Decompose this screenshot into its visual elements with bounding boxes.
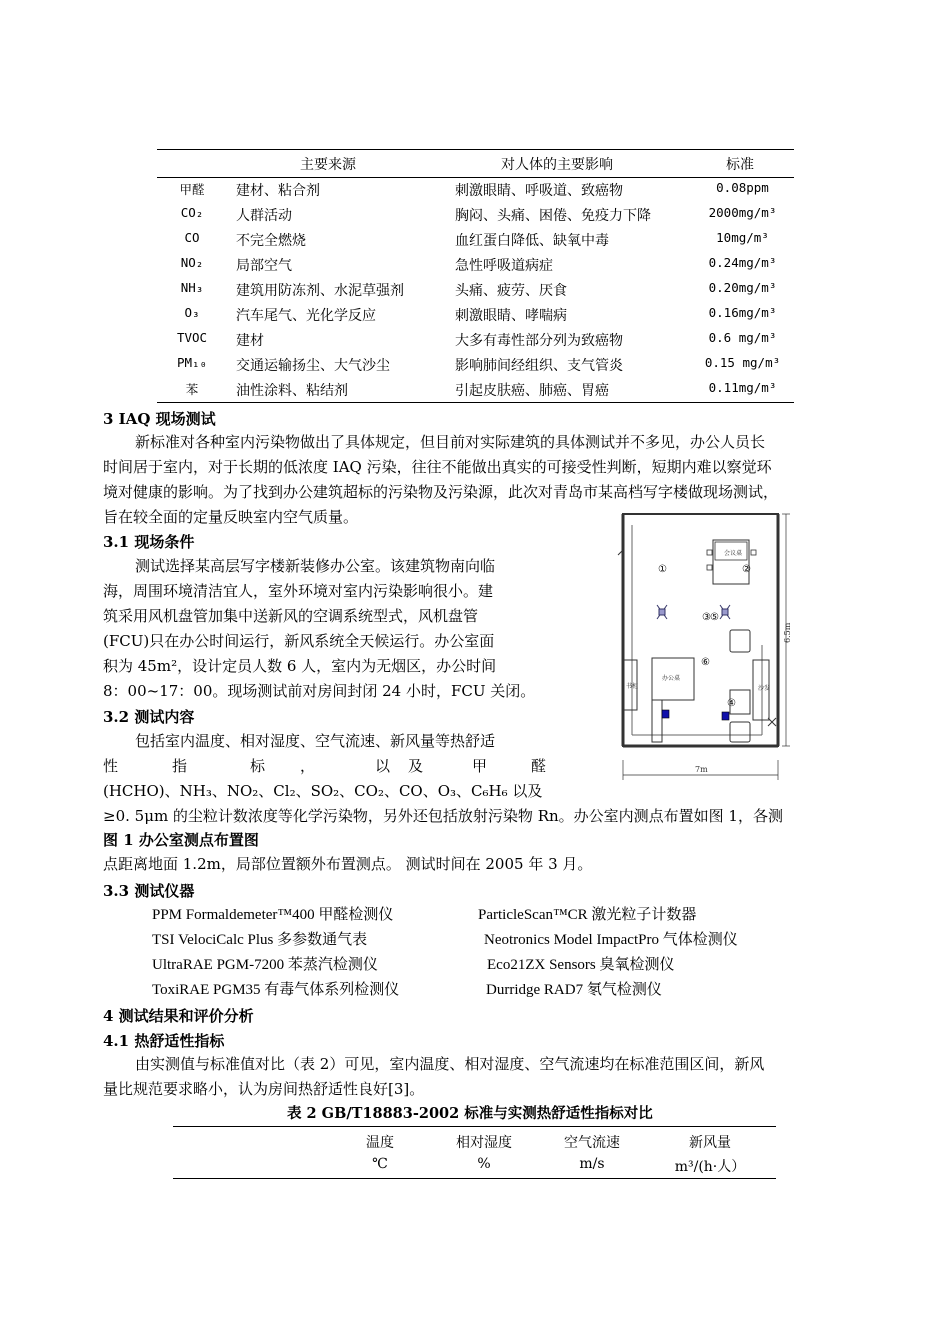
paragraph-line: 积为 45m²，设计定员人数 6 人，室内为无烟区，办公时间	[103, 657, 497, 675]
pollutant-source: 建筑用防冻剂、水泥草强剂	[236, 283, 404, 299]
paragraph-line: 包括室内温度、相对湿度、空气流速、新风量等热舒适	[135, 732, 496, 750]
table2-top-rule	[173, 1126, 776, 1127]
instrument-item: TSI VelociCalc Plus 多参数通气表	[152, 932, 368, 948]
pollutant-name: O₃	[184, 305, 200, 320]
figure-caption: 图 1 办公室测点布置图	[103, 831, 259, 849]
pollutant-name: PM₁₀	[176, 355, 208, 370]
paragraph-line: 新标准对各种室内污染物做出了具体规定，但目前对实际建筑的具体测试并不多见，办公人员长	[135, 433, 766, 451]
paragraph-line: 测试选择某高层写字楼新装修办公室。该建筑物南向临	[135, 557, 496, 575]
table2-unit-airspeed: m/s	[579, 1156, 605, 1172]
pollutant-effect: 急性呼吸道病症	[455, 258, 553, 274]
paragraph-line: 8：00~17：00。现场测试前对房间封闭 24 小时，FCU 关闭。	[103, 682, 536, 700]
office-floor-plan	[610, 510, 800, 785]
paragraph-line: 筑采用风机盘管加集中送新风的空调系统型式，风机盘管	[103, 607, 479, 625]
justified-char: 及	[408, 757, 424, 775]
measuring-point-1: ①	[658, 564, 667, 575]
pollutant-source: 油性涂料、粘结剂	[236, 383, 348, 399]
section-3-1-heading: 3.1 现场条件	[103, 533, 195, 551]
justified-char: 甲	[472, 757, 488, 775]
pollutant-standard: 0.16mg/m³	[708, 305, 777, 320]
pollutant-source: 汽车尾气、光化学反应	[236, 308, 376, 324]
section-3-3-heading: 3.3 测试仪器	[103, 882, 195, 900]
pollutant-name: 甲醛	[179, 182, 205, 197]
paragraph-line: (FCU)只在办公时间运行，新风系统全天候运行。办公室面	[103, 632, 495, 650]
table-row	[0, 255, 950, 280]
instrument-item: PPM Formaldemeter™400 甲醛检测仪	[152, 907, 394, 923]
pollutant-standard: 2000mg/m³	[708, 205, 777, 220]
paragraph-line: ≥0. 5μm 的尘粒计数浓度等化学污染物，另外还包括放射污染物 Rn。办公室内测点布置如图 1，各测	[103, 807, 783, 825]
pollutant-standard: 0.24mg/m³	[708, 255, 777, 270]
pollutant-source: 交通运输扬尘、大气沙尘	[236, 358, 390, 374]
width-dimension: 7m	[695, 765, 708, 774]
pollutant-name: TVOC	[176, 330, 208, 345]
fan-icon	[720, 605, 730, 619]
pollutant-effect: 大多有毒性部分列为致癌物	[455, 333, 623, 349]
instrument-item: ParticleScan™CR 激光粒子计数器	[478, 907, 697, 923]
measuring-point-3: ③	[702, 612, 711, 623]
table2-bottom-rule	[173, 1178, 776, 1179]
pollutant-source: 建材、粘合剂	[236, 183, 320, 199]
measuring-point-5: ⑤	[710, 612, 719, 623]
desk-label: 办公桌	[662, 675, 681, 682]
pollutant-standard: 0.20mg/m³	[708, 280, 777, 295]
table2-unit-temperature: ℃	[372, 1156, 388, 1172]
table2-unit-fresh-air: m³/(h·人）	[674, 1159, 746, 1175]
pollutant-name: NO₂	[180, 255, 204, 270]
pollutant-effect: 头痛、疲劳、厌食	[455, 283, 567, 299]
pollutant-standard: 0.11mg/m³	[708, 380, 777, 395]
instrument-item: ToxiRAE PGM35 有毒气体系列检测仪	[152, 982, 400, 998]
justified-char: 以	[375, 757, 391, 775]
pollutant-effect: 刺激眼睛、呼吸道、致癌物	[455, 183, 623, 199]
table2-header-fresh-air: 新风量	[689, 1135, 731, 1151]
table-row	[0, 205, 950, 230]
pollutant-standard: 0.6 mg/m³	[708, 330, 777, 345]
section-4-heading: 4 测试结果和评价分析	[103, 1007, 254, 1025]
table-row	[0, 330, 950, 355]
table-row	[0, 355, 950, 380]
pollutant-source: 人群活动	[236, 208, 292, 224]
pollutant-effect: 血红蛋白降低、缺氧中毒	[455, 233, 609, 249]
instrument-item: Durridge RAD7 氡气检测仪	[486, 982, 662, 998]
justified-char: 标	[250, 757, 266, 775]
section-3-2-heading: 3.2 测试内容	[103, 708, 195, 726]
paragraph-line: 海，周围环境清洁宜人，室外环境对室内污染影响很小。建	[103, 582, 494, 600]
paragraph-line: 量比规范要求略小，认为房间热舒适性良好[3]。	[103, 1080, 425, 1098]
justified-char: ，	[300, 757, 316, 775]
pollutant-source: 建材	[236, 333, 264, 349]
pollutant-name: NH₃	[180, 280, 204, 295]
pollutant-standard: 0.15 mg/m³	[704, 355, 781, 370]
table2-header-temperature: 温度	[366, 1135, 394, 1151]
table-row	[0, 230, 950, 255]
pollutant-name: CO₂	[180, 205, 204, 220]
section-3-heading: 3 IAQ 现场测试	[103, 410, 216, 428]
justified-char: 性	[103, 757, 119, 775]
table2-header-humidity: 相对湿度	[456, 1135, 512, 1151]
table-row	[0, 280, 950, 305]
pollutant-source: 不完全燃烧	[236, 233, 306, 249]
pollutant-name: 苯	[185, 382, 199, 397]
table2-caption: 表 2 GB/T18883-2002 标准与实测热舒适性指标对比	[287, 1105, 653, 1122]
table1-top-rule	[157, 149, 794, 150]
measuring-point-4: ④	[727, 698, 736, 709]
pollutant-effect: 刺激眼睛、哮喘病	[455, 308, 567, 324]
table2-unit-humidity: %	[477, 1156, 491, 1172]
cabinet-label: 书柜	[626, 683, 639, 690]
instrument-item: Neotronics Model ImpactPro 气体检测仪	[484, 932, 738, 948]
paragraph-line: 境对健康的影响。为了找到办公建筑超标的污染物及污染源，此次对青岛市某高档写字楼做现场测试，	[103, 483, 779, 501]
pollutant-name: CO	[184, 230, 200, 245]
paragraph-line: 点距离地面 1.2m，局部位置额外布置测点。 测试时间在 2005 年 3 月。	[103, 855, 593, 873]
justified-char: 指	[172, 757, 188, 775]
pollutant-effect: 胸闷、头痛、困倦、免疫力下降	[455, 208, 651, 224]
pollutant-standard: 10mg/m³	[716, 230, 769, 245]
measuring-point-2: ②	[742, 564, 751, 575]
justified-char: 醛	[531, 757, 547, 775]
table1-header-source: 主要来源	[300, 157, 356, 173]
table-row	[0, 305, 950, 330]
paragraph-line: (HCHO)、NH₃、NO₂、Cl₂、SO₂、CO₂、CO、O₃、C₆H₆ 以及	[103, 782, 543, 800]
table1-header-standard: 标准	[726, 157, 754, 173]
table1-bottom-rule	[157, 402, 794, 403]
section-4-1-heading: 4.1 热舒适性指标	[103, 1032, 225, 1050]
pollutant-source: 局部空气	[236, 258, 292, 274]
paragraph-line: 时间居于室内，对于长期的低浓度 IAQ 污染，往往不能做出真实的可接受性判断，短期内难以察觉环	[103, 458, 772, 476]
table-row	[0, 180, 950, 205]
pollutant-standard: 0.08ppm	[716, 180, 769, 195]
table2-header-airspeed: 空气流速	[564, 1135, 620, 1151]
meeting-table-label: 会议桌	[724, 550, 743, 557]
sofa-label: 沙发	[758, 685, 771, 692]
instrument-item: Eco21ZX Sensors 臭氧检测仪	[487, 957, 675, 973]
instrument-item: UltraRAE PGM-7200 苯蒸汽检测仪	[152, 957, 378, 973]
measuring-point-6: ⑥	[701, 657, 710, 668]
pollutant-effect: 影响肺间经组织、支气管炎	[455, 358, 623, 374]
pollutant-effect: 引起皮肤癌、肺癌、胃癌	[455, 383, 609, 399]
table1-header-rule	[157, 177, 794, 178]
height-dimension: 6.5m	[783, 622, 792, 643]
paragraph-line: 旨在较全面的定量反映室内空气质量。	[103, 508, 359, 526]
paragraph-line: 由实测值与标准值对比（表 2）可见，室内温度、相对湿度、空气流速均在标准范围区间，新风	[135, 1055, 765, 1073]
fan-icon	[657, 605, 667, 619]
table1-header-effect: 对人体的主要影响	[501, 157, 613, 173]
